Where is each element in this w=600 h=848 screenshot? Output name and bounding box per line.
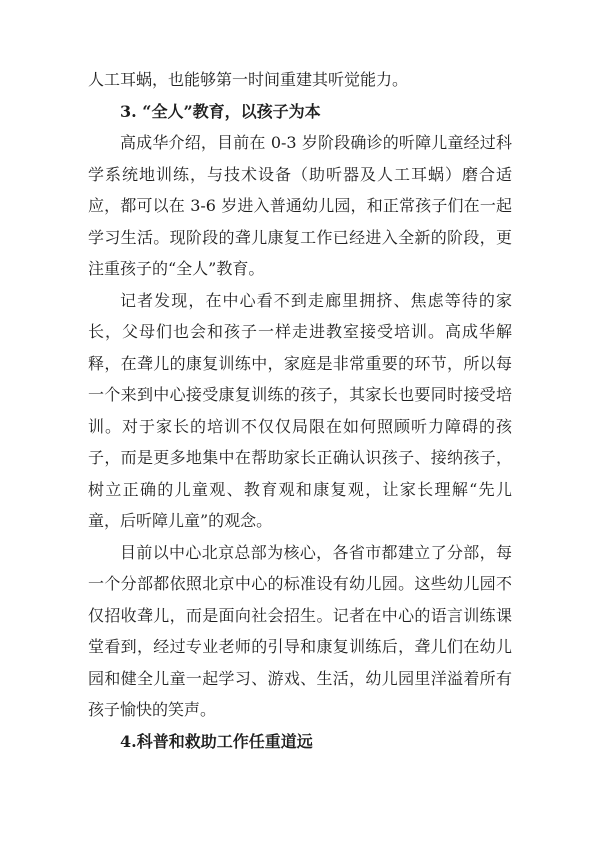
paragraph-continued: 人工耳蜗，也能够第一时间重建其听觉能力。 xyxy=(88,70,409,89)
section-heading-3: 3. “全人”教育，以孩子为本 xyxy=(120,101,321,121)
section-heading-4: 4.科普和救助工作任重道远 xyxy=(120,731,313,751)
paragraph-branches: 目前以中心北京总部为核心，各省市都建立了分部，每一个分部都依照北京中心的标准设有幼儿园。这些幼儿园不仅招收聋儿，而是面向社会招生。记者在中心的语言训练课堂看到，经过专业老师的引导和康复训练后，聋儿们在幼儿园和健全儿童一起学习、游戏、生活，幼儿园里洋溢着所有孩子愉快的笑声。 xyxy=(88,542,512,719)
paragraph-education: 高成华介绍，目前在 0-3 岁阶段确诊的听障儿童经过科学系统地训练，与技术设备（助听器及人工耳蜗）磨合适应，都可以在 3-6 岁进入普通幼儿园，和正常孩子们在一起学习生活。现阶段的聋儿康复工作已经进入全新的阶段，更注重孩子的“全人”教育。 xyxy=(88,133,512,278)
document-body xyxy=(88,64,512,757)
paragraph-parent-training: 记者发现，在中心看不到走廊里拥挤、焦虑等待的家长，父母们也会和孩子一样走进教室接受培训。高成华解释，在聋儿的康复训练中，家庭是非常重要的环节，所以每一个来到中心接受康复训练的孩子，其家长也要同时接受培训。对于家长的培训不仅仅局限在如何照顾听力障碍的孩子，而是更多地集中在帮助家长正确认识孩子、接纳孩子，树立正确的儿童观、教育观和康复观，让家长理解“先儿童，后听障儿童”的观念。 xyxy=(88,290,512,530)
